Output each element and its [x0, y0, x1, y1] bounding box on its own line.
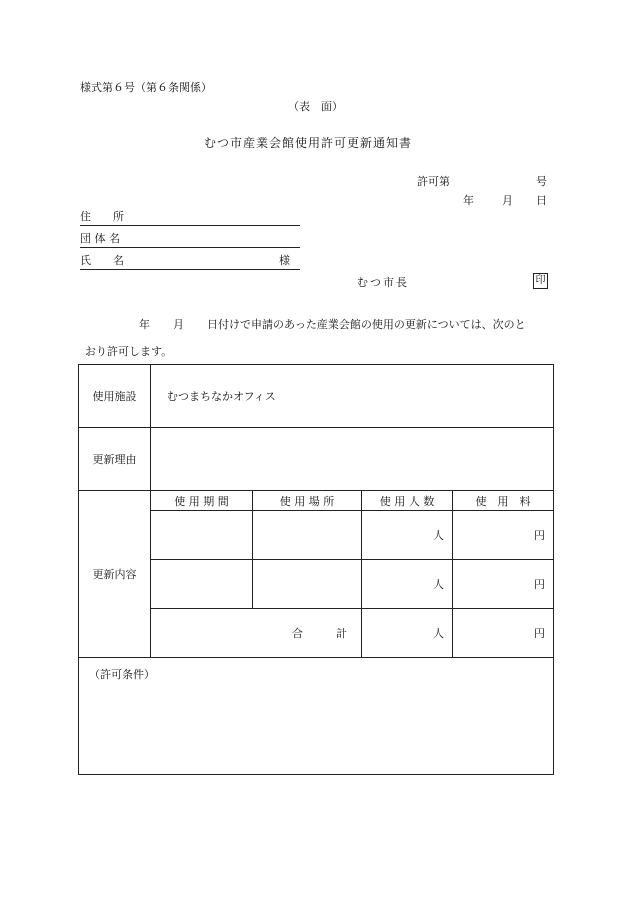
organization-line: [80, 233, 300, 248]
total-people: 人: [362, 609, 453, 658]
body-month: 月: [173, 318, 184, 331]
side-label: （表 面）: [288, 100, 343, 113]
header-period: 使 用 期 間: [151, 491, 253, 511]
body-line-2: おり許可します。: [85, 345, 173, 358]
conditions-row: [79, 658, 554, 775]
body-year: 年: [139, 318, 150, 331]
total-row: [79, 609, 554, 658]
facility-label: 使用施設: [79, 365, 151, 428]
total-label: 合 計: [151, 609, 362, 658]
table-row: [79, 560, 554, 609]
reason-row: [79, 428, 554, 491]
content-header-row: [79, 491, 554, 511]
facility-row: [79, 365, 554, 428]
date-month: 月: [502, 194, 513, 207]
date-day: 日: [536, 194, 547, 207]
permit-details-table: [78, 364, 554, 775]
header-place: 使 用 場 所: [253, 491, 362, 511]
reason-label: 更新理由: [79, 428, 151, 491]
seal-mark: 印: [533, 273, 548, 289]
honorific: 様: [279, 254, 290, 267]
date-year: 年: [463, 194, 474, 207]
period-cell: [151, 560, 253, 609]
place-cell: [253, 560, 362, 609]
body-text-1: 日付けで申請のあった産業会館の使用の更新については、次のと: [207, 318, 526, 331]
header-fee: 使 用 料: [453, 491, 554, 511]
form-number: 様式第６号（第６条関係）: [80, 81, 212, 94]
address-label: 住 所: [80, 210, 124, 223]
place-cell: [253, 511, 362, 560]
content-label: 更新内容: [79, 491, 151, 658]
permit-label: 許可第: [417, 175, 450, 188]
name-label: 氏 名: [80, 254, 124, 267]
address-line: [80, 211, 300, 226]
total-fee: 円: [453, 609, 554, 658]
permit-number: [417, 175, 547, 188]
name-line: [80, 255, 300, 270]
document-title: むつ市産業会館使用許可更新通知書: [204, 136, 413, 150]
fee-cell: 円: [453, 511, 554, 560]
people-cell: 人: [362, 560, 453, 609]
header-people: 使 用 人 数: [362, 491, 453, 511]
people-cell: 人: [362, 511, 453, 560]
organization-label: 団 体 名: [80, 232, 120, 245]
table-row: [79, 511, 554, 560]
fee-cell: 円: [453, 560, 554, 609]
permit-suffix: 号: [536, 175, 547, 188]
period-cell: [151, 511, 253, 560]
conditions-label: （許可条件）: [79, 658, 554, 775]
facility-value: むつまちなかオフィス: [151, 365, 554, 428]
issuer-mayor: むつ市長: [357, 276, 409, 289]
reason-value: [151, 428, 554, 491]
